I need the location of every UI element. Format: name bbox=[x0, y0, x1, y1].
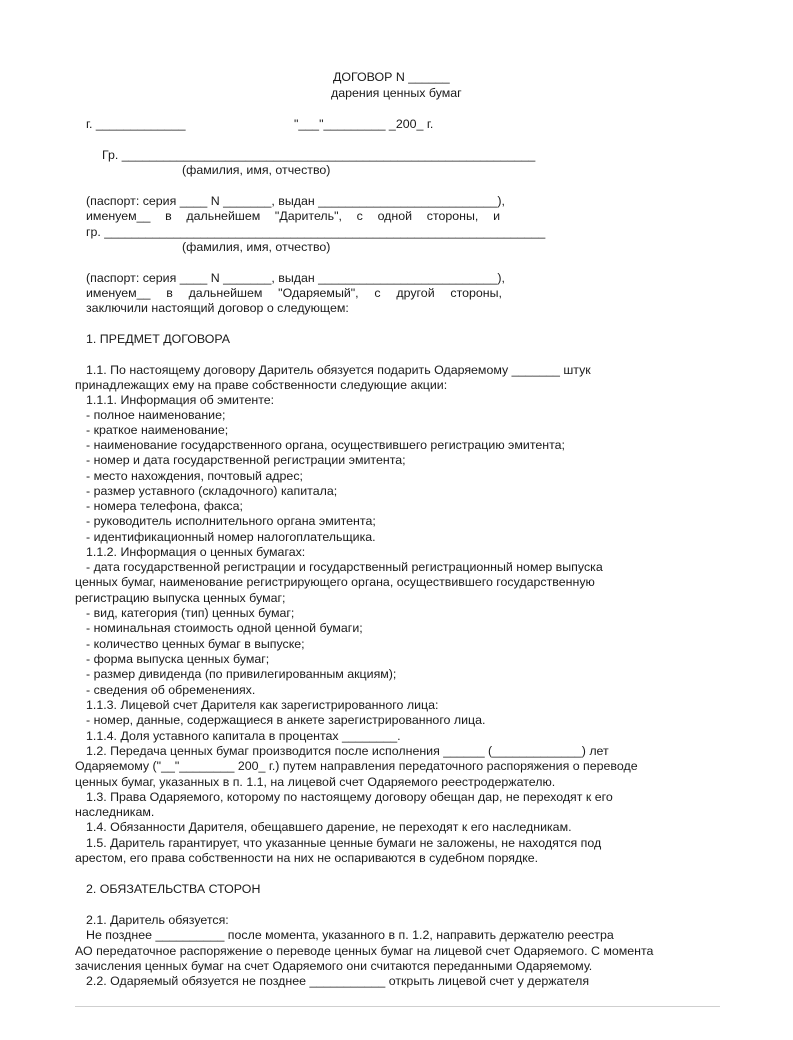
clause-1-2-cont: Одаряемому ("__"________ 200_ г.) путем направления передаточного распоряжения о переводе bbox=[75, 759, 638, 773]
list-item: - номер и дата государственной регистрации эмитента; bbox=[86, 453, 406, 467]
clause-1-5-cont: арестом, его права собственности на них не оспариваются в судебном порядке. bbox=[75, 851, 539, 865]
date-field: "___"_________ _200_ г. bbox=[294, 117, 434, 131]
clause-1-2-cont: ценных бумаг, указанных в п. 1.1, на лицевой счет Одаряемого реестродержателю. bbox=[75, 775, 556, 789]
list-item: - размер уставного (складочного) капитала; bbox=[86, 484, 338, 498]
clause-2-1-cont: зачисления ценных бумаг на счет Одаряемого они считаются переданными Одаряемому. bbox=[75, 959, 593, 973]
list-item: - номера телефона, факса; bbox=[86, 499, 243, 513]
list-item: - размер дивиденда (по привилегированным акциям); bbox=[86, 667, 397, 681]
list-item-cont: регистрацию выпуска ценных бумаг; bbox=[75, 591, 286, 605]
donee-name-line: гр. ________________________________________________________________ bbox=[86, 225, 546, 239]
list-item: - номинальная стоимость одной ценной бумаги; bbox=[86, 621, 363, 635]
clause-1-1-4: 1.1.4. Доля уставного капитала в процентах ________. bbox=[86, 729, 401, 743]
list-item: - место нахождения, почтовый адрес; bbox=[86, 469, 303, 483]
fio-note: (фамилия, имя, отчество) bbox=[182, 240, 331, 254]
list-item: - сведения об обременениях. bbox=[86, 683, 256, 697]
clause-1-1-1: 1.1.1. Информация об эмитенте: bbox=[86, 393, 275, 407]
page-divider bbox=[75, 1006, 720, 1007]
clause-1-1-2: 1.1.2. Информация о ценных бумагах: bbox=[86, 545, 306, 559]
list-item: - идентификационный номер налогоплательщика. bbox=[86, 530, 376, 544]
list-item: - форма выпуска ценных бумаг; bbox=[86, 652, 270, 666]
clause-2-1-text: Не позднее __________ после момента, указанного в п. 1.2, направить держателю реестра bbox=[86, 928, 614, 942]
donee-passport: (паспорт: серия ____ N _______, выдан __________________________), bbox=[86, 271, 505, 285]
fio-note: (фамилия, имя, отчество) bbox=[182, 163, 331, 177]
city-field: г. _____________ bbox=[86, 117, 186, 131]
list-item: - полное наименование; bbox=[86, 408, 226, 422]
clause-2-1-cont: АО передаточное распоряжение о переводе ценных бумаг на лицевой счет Одаряемого. С момента bbox=[75, 944, 654, 958]
list-item: - наименование государственного органа, осуществившего регистрацию эмитента; bbox=[86, 438, 565, 452]
list-item-cont: ценных бумаг, наименование регистрирующего органа, осуществившего государственную bbox=[75, 575, 595, 589]
donor-name-line: Гр. ____________________________________________________________ bbox=[102, 148, 536, 162]
list-item: - номер, данные, содержащиеся в анкете зарегистрированного лица. bbox=[86, 713, 486, 727]
list-item: - краткое наименование; bbox=[86, 423, 229, 437]
clause-1-3: 1.3. Права Одаряемого, которому по настоящему договору обещан дар, не переходят к его bbox=[86, 790, 613, 804]
clause-1-4: 1.4. Обязанности Дарителя, обещавшего дарение, не переходят к его наследникам. bbox=[86, 820, 572, 834]
list-item: - руководитель исполнительного органа эмитента; bbox=[86, 514, 376, 528]
donor-named: именуем__ в дальнейшем "Даритель", с одной стороны, и bbox=[86, 209, 500, 223]
contract-title: ДОГОВОР N ______ bbox=[333, 70, 450, 84]
list-item: - количество ценных бумаг в выпуске; bbox=[86, 637, 305, 651]
section-2-title: 2. ОБЯЗАТЕЛЬСТВА СТОРОН bbox=[86, 882, 261, 896]
clause-1-2: 1.2. Передача ценных бумаг производится после исполнения ______ (_____________) лет bbox=[86, 744, 609, 758]
contract-subtitle: дарения ценных бумаг bbox=[331, 86, 462, 100]
clause-1-1-3: 1.1.3. Лицевой счет Дарителя как зарегистрированного лица: bbox=[86, 698, 439, 712]
clause-1-5: 1.5. Даритель гарантирует, что указанные ценные бумаги не заложены, не находятся под bbox=[86, 836, 602, 850]
clause-2-1: 2.1. Даритель обязуется: bbox=[86, 913, 229, 927]
donor-passport: (паспорт: серия ____ N _______, выдан __________________________), bbox=[86, 194, 505, 208]
list-item: - вид, категория (тип) ценных бумаг; bbox=[86, 606, 295, 620]
section-1-title: 1. ПРЕДМЕТ ДОГОВОРА bbox=[86, 332, 231, 346]
clause-1-3-cont: наследникам. bbox=[75, 805, 155, 819]
clause-1-1-cont: принадлежащих ему на праве собственности следующие акции: bbox=[75, 378, 448, 392]
concluded-line: заключили настоящий договор о следующем: bbox=[86, 301, 349, 315]
donee-named: именуем__ в дальнейшем "Одаряемый", с другой стороны, bbox=[86, 286, 502, 300]
clause-2-2: 2.2. Одаряемый обязуется не позднее ___________ открыть лицевой счет у держателя bbox=[86, 974, 590, 988]
list-item: - дата государственной регистрации и государственный регистрационный номер выпуска bbox=[86, 560, 603, 574]
clause-1-1: 1.1. По настоящему договору Даритель обязуется подарить Одаряемому _______ штук bbox=[86, 363, 591, 377]
